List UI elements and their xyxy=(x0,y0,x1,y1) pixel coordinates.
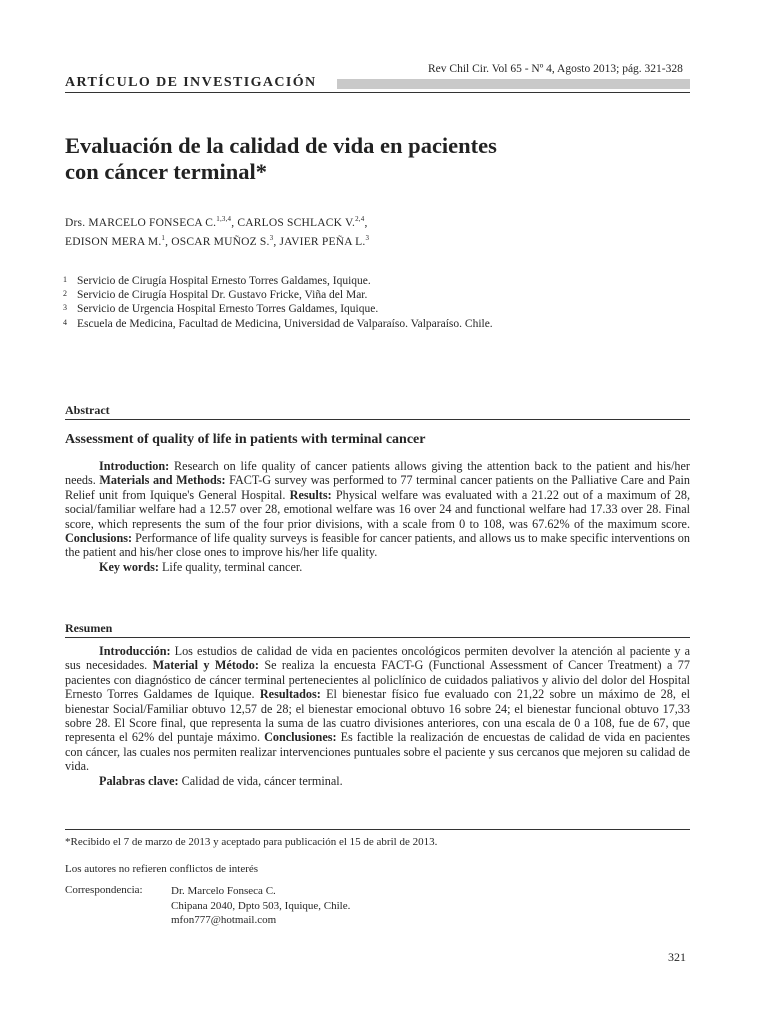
conflicts-note: Los autores no refieren conflictos de interés xyxy=(65,863,259,875)
affiliation-text: Servicio de Urgencia Hospital Ernesto Torres Galdames, Iquique. xyxy=(77,303,379,316)
author-affiliation-ref: 1,3,4 xyxy=(216,215,232,223)
author-name: Drs. MARCELO FONSECA C. xyxy=(65,216,217,229)
journal-citation: Rev Chil Cir. Vol 65 - Nº 4, Agosto 2013; pág. 321-328 xyxy=(428,63,683,75)
author-name: JAVIER PEÑA L. xyxy=(279,235,366,248)
page-number: 321 xyxy=(668,950,686,964)
received-note: *Recibido el 7 de marzo de 2013 y aceptado para publicación el 15 de abril de 2013. xyxy=(65,836,438,848)
author-affiliation-ref: 3 xyxy=(269,233,274,242)
abstract-heading: Abstract xyxy=(65,403,110,417)
correspondence-email[interactable]: mfon777@hotmail.com xyxy=(171,914,277,926)
affiliation-number: 2 xyxy=(63,289,67,299)
abstract-english-title: Assessment of quality of life in patients with terminal cancer xyxy=(65,432,426,447)
author-name: CARLOS SCHLACK V. xyxy=(237,216,356,229)
footnote-rule xyxy=(65,829,690,830)
correspondence-address: Chipana 2040, Dpto 503, Iquique, Chile. xyxy=(171,899,351,912)
affiliation-number: 3 xyxy=(63,303,67,313)
resumen-heading: Resumen xyxy=(65,621,113,635)
affiliation-number: 4 xyxy=(63,317,67,327)
resumen-body xyxy=(65,644,690,788)
affiliation-list xyxy=(63,274,663,331)
article-title xyxy=(65,133,705,185)
author-list: Drs. MARCELO FONSECA C.$^{1,3,4}$, CARLOS SCHLACK V.$^{2,4}$, EDISON MERA M.$^1$, OSCAR MUÑOZ S.$^3$, JAVIER PEÑA L.$^3$ xyxy=(65,215,370,248)
affiliation-text: Escuela de Medicina, Facultad de Medicina, Universidad de Valparaíso. Valparaíso. Chile. xyxy=(77,317,493,330)
affiliation-item xyxy=(63,288,663,302)
author-affiliation-ref: 2,4 xyxy=(355,215,365,223)
title-line-2: con cáncer terminal* xyxy=(65,159,268,184)
affiliation-item xyxy=(63,274,663,288)
header-band xyxy=(337,79,690,89)
resumen-rule xyxy=(65,637,690,638)
author-name: EDISON MERA M. xyxy=(65,235,162,248)
resumen-paragraph: Introducción: Los estudios de calidad de vida en pacientes oncológicos permiten devolver la atención al paciente y a sus necesidades. Material y Método: Se realiza la encuesta FACT-G (Functional Assessment of Cancer Treatment) a 77 pacientes con diagnóstico de cáncer terminal pertenecientes al policlínico de cuidados paliativos y alivio del dolor del Hospital Ernesto Torres Galdames de Iquique. Resultados: El bienestar físico fue evaluado con 21,22 sobre un máximo de 28, el bienestar Social/Familiar obtuvo 12,57 de 28; el bienestar emocional obtuvo 16 sobre 24; el bienestar funcional obtuvo 17,33 sobre 28. El Score final, que representa la suma de las cuatro divisiones anteriores, con una escala de 0 a 108, fue de 67, que representa el 62% del puntaje máximo. Conclusiones: Es factible la realización de encuestas de calidad de vida en pacientes con cáncer, las cuales nos permiten realizar intervenciones puntuales sobre el paciente y sus cercanos que mejoren su calidad de vida. xyxy=(65,644,690,774)
affiliation-item xyxy=(63,302,663,316)
affiliation-item xyxy=(63,317,663,331)
author-name: OSCAR MUÑOZ S. xyxy=(171,235,270,248)
correspondence-label: Correspondencia: xyxy=(65,884,143,896)
correspondence-name: Dr. Marcelo Fonseca C. xyxy=(171,885,276,897)
affiliation-text: Servicio de Cirugía Hospital Dr. Gustavo Fricke, Viña del Mar. xyxy=(77,289,368,302)
affiliation-number: 1 xyxy=(63,275,67,284)
header-rule xyxy=(65,92,690,93)
author-affiliation-ref: 1 xyxy=(161,233,166,242)
abstract-body xyxy=(65,459,690,574)
abstract-rule xyxy=(65,419,690,420)
affiliation-text: Servicio de Cirugía Hospital Ernesto Torres Galdames, Iquique. xyxy=(77,275,371,287)
author-affiliation-ref: 3 xyxy=(365,233,370,242)
resumen-keywords: Palabras clave: Calidad de vida, cáncer terminal. xyxy=(99,773,343,788)
correspondence-block xyxy=(171,884,350,928)
abstract-keywords: Key words: Life quality, terminal cancer. xyxy=(99,559,303,574)
section-label: ARTÍCULO DE INVESTIGACIÓN xyxy=(65,75,317,90)
abstract-paragraph: Introduction: Research on life quality of cancer patients allows giving the attention back to the patient and his/her needs. Materials and Methods: FACT-G survey was performed to 77 terminal cancer patients on the Palliative Care and Pain Relief unit from Iquique's General Hospital. Results: Physical welfare was evaluated with a 21.22 out of a maximum of 28, social/familiar welfare had a 12.57 over 28, emotional welfare was 16 over 24 and functional welfare had 17.33 over 28. Final score, which represents the sum of the four prior divisions, with a scale from 0 to 108, was 67.62% of the maximum score. Conclusions: Performance of life quality surveys is feasible for cancer patients, and allows us to make specific interventions on the patient and his/her close ones to improve his/her life quality. xyxy=(65,459,691,560)
title-line-1: Evaluación de la calidad de vida en pacientes xyxy=(65,133,497,158)
